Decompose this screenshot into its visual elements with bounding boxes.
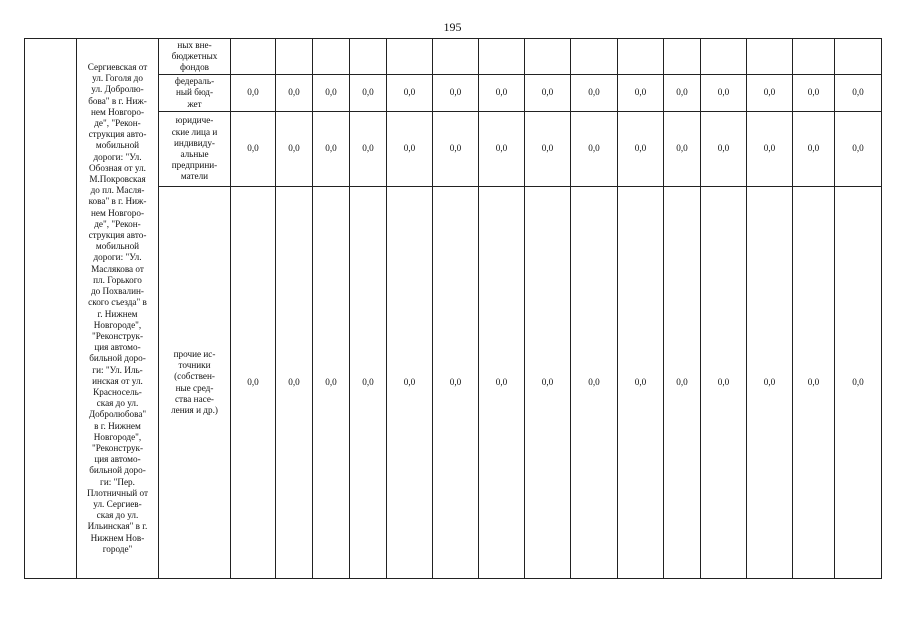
funding-source-cell bbox=[159, 75, 231, 112]
amount-cell: 0,0 bbox=[276, 75, 313, 112]
amount-cell: 0,0 bbox=[525, 112, 571, 187]
amount-cell: 0,0 bbox=[835, 75, 882, 112]
amount-cell: 0,0 bbox=[793, 112, 835, 187]
amount-cell: 0,0 bbox=[387, 112, 433, 187]
amount-cell: 0,0 bbox=[571, 112, 618, 187]
funding-source-line: фондов bbox=[179, 62, 210, 73]
amount-cell bbox=[571, 39, 618, 75]
amount-cell bbox=[387, 39, 433, 75]
project-name-line: городе" bbox=[102, 543, 133, 554]
amount-cell: 0,0 bbox=[664, 187, 701, 579]
amount-cell bbox=[664, 39, 701, 75]
funding-source-line: ных вне- bbox=[177, 39, 212, 50]
project-name-line: ги: "Пер. bbox=[100, 476, 135, 487]
project-name-line: Новгороде", bbox=[93, 431, 142, 442]
financing-table bbox=[24, 38, 882, 579]
amount-cell: 0,0 bbox=[618, 187, 664, 579]
project-name-line: нем Новгоро- bbox=[90, 106, 145, 117]
amount-cell: 0,0 bbox=[701, 112, 747, 187]
amount-cell: 0,0 bbox=[747, 75, 793, 112]
project-name-line: инская от ул. bbox=[92, 375, 143, 386]
amount-cell: 0,0 bbox=[664, 112, 701, 187]
project-name-line: Обозная от ул. bbox=[89, 162, 146, 173]
amount-cell: 0,0 bbox=[664, 75, 701, 112]
project-name-line: Ильинская" в г. bbox=[87, 521, 148, 532]
amount-cell: 0,0 bbox=[387, 187, 433, 579]
project-name-line: М.Покровская bbox=[89, 174, 146, 185]
amount-cell: 0,0 bbox=[313, 75, 350, 112]
project-name-line: Новгороде", bbox=[93, 319, 142, 330]
funding-source-line: индивиду- bbox=[173, 137, 215, 148]
project-name-line: де", "Рекон- bbox=[94, 118, 141, 129]
project-name-line: "Реконструк- bbox=[91, 330, 144, 341]
funding-source-line: матели bbox=[180, 171, 209, 182]
project-name-line: кова" в г. Ниж- bbox=[88, 196, 147, 207]
amount-cell: 0,0 bbox=[618, 112, 664, 187]
amount-cell bbox=[231, 39, 276, 75]
index-cell bbox=[25, 39, 77, 579]
amount-cell: 0,0 bbox=[747, 112, 793, 187]
amount-cell: 0,0 bbox=[231, 75, 276, 112]
project-name-line: Нижнем Нов- bbox=[90, 532, 145, 543]
project-name-line: мобильной bbox=[95, 140, 140, 151]
amount-cell: 0,0 bbox=[313, 187, 350, 579]
project-name-line: Красносель- bbox=[93, 386, 142, 397]
amount-cell: 0,0 bbox=[525, 187, 571, 579]
funding-source-line: (собствен- bbox=[174, 371, 215, 382]
amount-cell: 0,0 bbox=[835, 112, 882, 187]
funding-source-line: ские лица и bbox=[171, 126, 218, 137]
project-name-line: в г. Нижнем bbox=[94, 420, 141, 431]
project-name-line: "Реконструк- bbox=[91, 442, 144, 453]
amount-cell: 0,0 bbox=[701, 75, 747, 112]
project-name-line: ская до ул. bbox=[96, 398, 139, 409]
funding-source-line: федераль- bbox=[174, 76, 215, 87]
amount-cell: 0,0 bbox=[433, 112, 479, 187]
amount-cell: 0,0 bbox=[747, 187, 793, 579]
amount-cell bbox=[479, 39, 525, 75]
amount-cell: 0,0 bbox=[276, 112, 313, 187]
amount-cell: 0,0 bbox=[231, 187, 276, 579]
funding-source-cell bbox=[159, 39, 231, 75]
page-number: 195 bbox=[443, 20, 462, 34]
project-name-text bbox=[77, 62, 158, 555]
funding-source-line: предприни- bbox=[171, 160, 218, 171]
amount-cell: 0,0 bbox=[313, 112, 350, 187]
amount-cell: 0,0 bbox=[835, 187, 882, 579]
amount-cell: 0,0 bbox=[350, 75, 387, 112]
amount-cell: 0,0 bbox=[479, 75, 525, 112]
amount-cell: 0,0 bbox=[479, 187, 525, 579]
project-name-line: Добролюбова" bbox=[88, 409, 147, 420]
project-name-line: ция автомо- bbox=[94, 342, 141, 353]
amount-cell: 0,0 bbox=[350, 187, 387, 579]
amount-cell bbox=[276, 39, 313, 75]
funding-source-line: юридиче- bbox=[175, 115, 214, 126]
project-name-line: ул. Сергиев- bbox=[93, 498, 142, 509]
funding-source-line: точники bbox=[178, 360, 211, 371]
project-name-line: ция автомо- bbox=[94, 454, 141, 465]
amount-cell bbox=[618, 39, 664, 75]
amount-cell: 0,0 bbox=[571, 187, 618, 579]
amount-cell bbox=[525, 39, 571, 75]
project-name-line: ги: "Ул. Иль- bbox=[92, 364, 143, 375]
funding-source-line: жет bbox=[187, 98, 202, 109]
funding-source-line: ный бюд- bbox=[175, 87, 214, 98]
amount-cell bbox=[433, 39, 479, 75]
funding-source-line: бюджетных bbox=[171, 50, 218, 61]
project-name-line: до пл. Масля- bbox=[90, 185, 145, 196]
amount-cell bbox=[793, 39, 835, 75]
project-name-line: Сергиевская от bbox=[87, 62, 148, 73]
amount-cell: 0,0 bbox=[525, 75, 571, 112]
project-name-line: нем Новгоро- bbox=[90, 207, 145, 218]
funding-source-line: прочие ис- bbox=[173, 348, 216, 359]
funding-source-line: альные bbox=[180, 149, 209, 159]
amount-cell: 0,0 bbox=[276, 187, 313, 579]
project-name-line: г. Нижнем bbox=[97, 308, 138, 319]
amount-cell: 0,0 bbox=[571, 75, 618, 112]
amount-cell: 0,0 bbox=[793, 187, 835, 579]
project-name-line: дороги: "Ул. bbox=[93, 151, 142, 162]
project-name-line: бильной доро- bbox=[89, 465, 146, 476]
amount-cell: 0,0 bbox=[618, 75, 664, 112]
project-name-line: ул. Гоголя до bbox=[92, 73, 143, 84]
project-name-line: ская до ул. bbox=[96, 510, 139, 521]
amount-cell bbox=[350, 39, 387, 75]
funding-source-line: ства насе- bbox=[174, 393, 214, 404]
funding-source-cell bbox=[159, 187, 231, 579]
project-name-line: мобильной bbox=[95, 241, 140, 252]
project-name-line: ского съезда" в bbox=[88, 297, 147, 308]
funding-source-cell bbox=[159, 112, 231, 187]
amount-cell: 0,0 bbox=[433, 75, 479, 112]
amount-cell bbox=[747, 39, 793, 75]
project-name-cell bbox=[77, 39, 159, 579]
amount-cell: 0,0 bbox=[231, 112, 276, 187]
amount-cell: 0,0 bbox=[479, 112, 525, 187]
amount-cell bbox=[701, 39, 747, 75]
amount-cell: 0,0 bbox=[793, 75, 835, 112]
project-name-line: до Похвалин- bbox=[90, 286, 144, 297]
project-name-line: струкция авто- bbox=[88, 230, 147, 241]
funding-source-line: ления и др.) bbox=[171, 404, 218, 415]
table-row bbox=[25, 39, 882, 75]
project-name-line: бова" в г. Ниж- bbox=[88, 95, 147, 106]
amount-cell: 0,0 bbox=[350, 112, 387, 187]
funding-source-line: ные сред- bbox=[175, 382, 214, 393]
amount-cell: 0,0 bbox=[701, 187, 747, 579]
project-name-line: Плотничный от bbox=[87, 487, 148, 498]
amount-cell: 0,0 bbox=[433, 187, 479, 579]
project-name-line: бильной доро- bbox=[89, 353, 146, 364]
amount-cell: 0,0 bbox=[387, 75, 433, 112]
amount-cell bbox=[313, 39, 350, 75]
amount-cell bbox=[835, 39, 882, 75]
project-name-line: ул. Добролю- bbox=[91, 84, 144, 95]
project-name-line: струкция авто- bbox=[88, 129, 147, 140]
project-name-line: де", "Рекон- bbox=[94, 218, 141, 229]
project-name-line: дороги: "Ул. bbox=[93, 252, 142, 263]
project-name-line: пл. Горького bbox=[93, 274, 142, 285]
project-name-line: Маслякова от bbox=[91, 263, 144, 274]
